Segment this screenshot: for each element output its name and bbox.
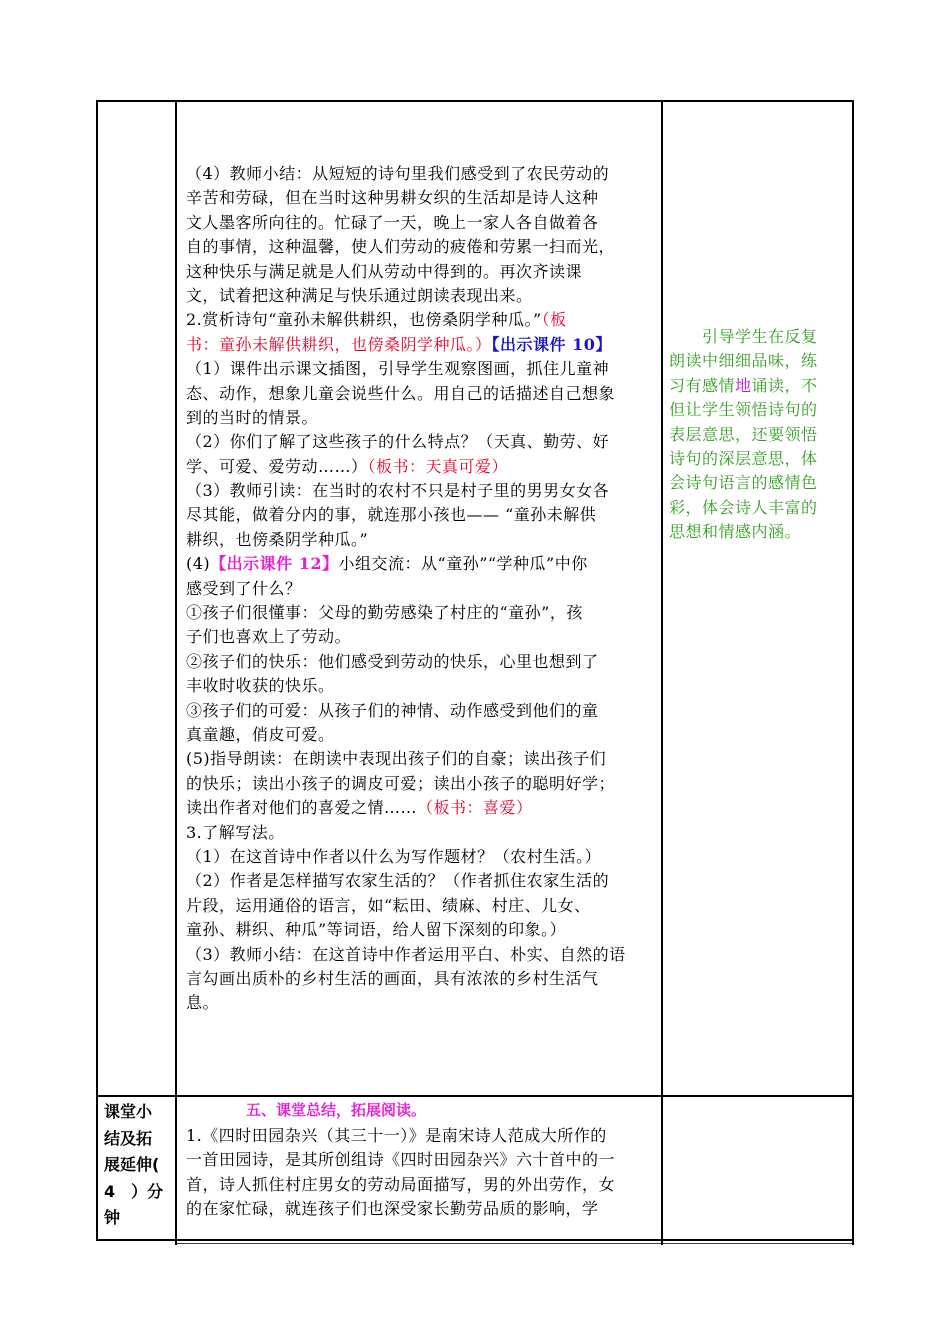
text-line	[186, 406, 660, 430]
text-run: ②孩子们的快乐：他们感受到劳动的快乐，心里也想到了	[186, 651, 599, 671]
table-column-divider-1	[175, 100, 177, 1245]
text-line	[186, 601, 660, 625]
text-run: （1）课件出示课文插图，引导学生观察图画，抓住儿童神	[186, 359, 610, 379]
note-line	[669, 447, 851, 471]
text-run: （板	[541, 310, 567, 330]
label-line: 课堂小	[104, 1102, 153, 1121]
table-top-border	[96, 100, 854, 102]
text-line	[186, 967, 660, 991]
table-bottom-border	[96, 1239, 854, 1241]
text-run: 彩，体会诗人丰富的	[669, 497, 818, 517]
note-line	[669, 471, 851, 495]
text-run: 诗句的深层意思，体	[669, 448, 818, 468]
text-line	[186, 552, 660, 576]
text-run: 但让学生领悟诗句的	[669, 400, 818, 420]
text-run: 3.了解写法。	[186, 822, 285, 842]
text-run: 思想和情感内涵。	[669, 522, 802, 542]
text-run: 1.《四时田园杂兴（其三十一）》是南宋诗人范成大所作的	[186, 1126, 607, 1145]
text-run: 片段，运用通俗的语言，如“耘田、绩麻、村庄、儿女、	[186, 895, 591, 915]
text-run: （2）你们了解了这些孩子的什么特点？（天真、勤劳、好	[186, 432, 610, 452]
text-line	[186, 625, 660, 649]
section-label-summary-extension	[104, 1099, 174, 1232]
note-line	[669, 349, 851, 373]
text-line	[186, 894, 660, 918]
text-line	[186, 479, 660, 503]
text-run: 读出作者对他们的喜爱之情……	[186, 798, 418, 818]
text-line	[186, 528, 660, 552]
text-run: 丰收时收获的快乐。	[186, 676, 335, 696]
text-line	[186, 991, 660, 1015]
note-line	[669, 398, 851, 422]
text-run: 朗读中细细品味，练	[669, 351, 818, 371]
design-intent-note	[669, 325, 851, 545]
teaching-process-cell	[186, 162, 660, 1016]
text-run: 学、可爱、爱劳动……）	[186, 456, 368, 476]
text-run: 子们也喜欢上了劳动。	[186, 627, 352, 647]
text-line	[186, 674, 660, 698]
text-run: （3）教师引读：在当时的农村不只是村子里的男男女女各	[186, 481, 610, 501]
text-run: （板书：天真可爱）	[367, 456, 509, 476]
text-run: 的在家忙碌，就连孩子们也深受家长勤劳品质的影响，学	[186, 1199, 599, 1219]
text-run: 首，诗人抓住村庄男女的劳动局面描写，男的外出劳作，女	[186, 1174, 616, 1194]
text-run: 感受到了什么？	[186, 578, 302, 598]
text-line	[186, 577, 660, 601]
text-line	[186, 260, 660, 284]
text-line	[186, 918, 660, 942]
table-column-divider-2	[661, 100, 663, 1245]
text-line	[186, 382, 660, 406]
text-run: 真童趣，俏皮可爱。	[186, 724, 335, 744]
text-line	[186, 650, 660, 674]
text-line	[186, 699, 660, 723]
text-line	[186, 821, 660, 845]
text-run: 这种快乐与满足就是人们从劳动中得到的。再次齐读课	[186, 261, 583, 281]
text-line	[186, 235, 660, 259]
table-left-border	[96, 100, 98, 1241]
label-line: 结及拓	[104, 1128, 153, 1148]
text-line	[186, 772, 660, 796]
note-line	[669, 325, 851, 349]
label-line: 钟	[104, 1208, 121, 1227]
text-run: 言勾画出质朴的乡村生活的画面，具有浓浓的乡村生活气	[186, 968, 599, 988]
summary-line	[186, 1173, 660, 1197]
text-run: 文人墨客所向往的。忙碌了一天，晚上一家人各自做着各	[186, 212, 599, 232]
note-line	[669, 374, 851, 398]
note-line	[669, 496, 851, 520]
text-run: (4)	[186, 554, 211, 574]
text-line	[186, 333, 660, 357]
text-run: 自的事情，这种温馨，使人们劳动的疲倦和劳累一扫而光，	[186, 237, 616, 257]
summary-line	[186, 1148, 660, 1172]
text-run: 习有感情	[669, 375, 736, 395]
text-line	[186, 455, 660, 479]
summary-line	[186, 1124, 660, 1148]
text-run: 息。	[186, 993, 220, 1013]
text-run: 小组交流：从“童孙”“学种瓜”中你	[338, 554, 588, 574]
text-line	[186, 186, 660, 210]
note-line	[669, 423, 851, 447]
label-line: 4 ）分	[104, 1181, 164, 1201]
text-run: （2）作者是怎样描写农家生活的？（作者抓住农家生活的	[186, 871, 610, 891]
text-run: 表层意思，还要领悟	[669, 424, 818, 444]
text-line	[186, 796, 660, 820]
text-run: ①孩子们很懂事：父母的勤劳感染了村庄的“童孙”，孩	[186, 603, 583, 623]
text-run: 书：童孙未解供耕织，也傍桑阴学种瓜。）	[186, 334, 492, 354]
text-run: 尽其能，做着分内的事，就连那小孩也—— “童孙未解供	[186, 505, 597, 525]
text-run: 耕织，也傍桑阴学种瓜。”	[186, 529, 369, 549]
text-run: 的快乐；读出小孩子的调皮可爱；读出小孩子的聪明好学；	[186, 773, 616, 793]
summary-line	[186, 1197, 660, 1221]
text-line	[186, 430, 660, 454]
text-run: （3）教师小结：在这首诗中作者运用平白、朴实、自然的语	[186, 944, 626, 964]
table-bottom-inner-border	[176, 1243, 854, 1244]
text-run: (5)指导朗读：在朗读中表现出孩子们的自豪；读出孩子们	[186, 749, 607, 769]
text-line	[186, 503, 660, 527]
text-line	[186, 869, 660, 893]
text-run: 会诗句语言的感情色	[669, 473, 818, 493]
text-run: 童孙、耕织、种瓜”等词语，给人留下深刻的印象。）	[186, 920, 567, 940]
text-line	[186, 308, 660, 332]
text-line	[186, 845, 660, 869]
text-run: 【出示课件 12】	[210, 554, 339, 574]
text-run: （板书：喜爱）	[417, 798, 533, 818]
text-line	[186, 723, 660, 747]
text-line	[186, 357, 660, 381]
text-run: 地	[735, 375, 752, 395]
note-line	[669, 520, 851, 544]
table-row-divider	[96, 1095, 854, 1097]
text-run: 态、动作，想象儿童会说些什么。用自己的话描述自己想象	[186, 383, 616, 403]
summary-heading: 五、课堂总结，拓展阅读。	[246, 1101, 427, 1119]
text-run: ③孩子们的可爱：从孩子们的神情、动作感受到他们的童	[186, 700, 599, 720]
text-run: 文，试着把这种满足与快乐通过朗读表现出来。	[186, 285, 533, 305]
text-run: （1）在这首诗中作者以什么为写作题材？（农村生活。）	[186, 846, 602, 866]
text-line	[186, 211, 660, 235]
text-run: 辛苦和劳碌，但在当时这种男耕女织的生活却是诗人这种	[186, 188, 599, 208]
summary-text	[186, 1124, 660, 1222]
text-run: 2.赏析诗句“童孙未解供耕织，也傍桑阴学种瓜。”	[186, 310, 542, 330]
text-run: （4）教师小结：从短短的诗句里我们感受到了农民劳动的	[186, 164, 610, 183]
label-line: 展延伸(	[104, 1155, 160, 1174]
text-run: 诵读，不	[751, 375, 818, 395]
text-run: 一首田园诗，是其所创组诗《四时田园杂兴》六十首中的一	[186, 1150, 616, 1170]
text-line	[186, 747, 660, 771]
text-line	[186, 284, 660, 308]
text-run: 【出示课件 10】	[491, 334, 612, 354]
text-line	[186, 162, 660, 186]
text-run: 到的当时的情景。	[186, 407, 319, 427]
table-right-border	[852, 100, 854, 1245]
text-line	[186, 943, 660, 967]
text-run: 引导学生在反复	[669, 327, 818, 346]
